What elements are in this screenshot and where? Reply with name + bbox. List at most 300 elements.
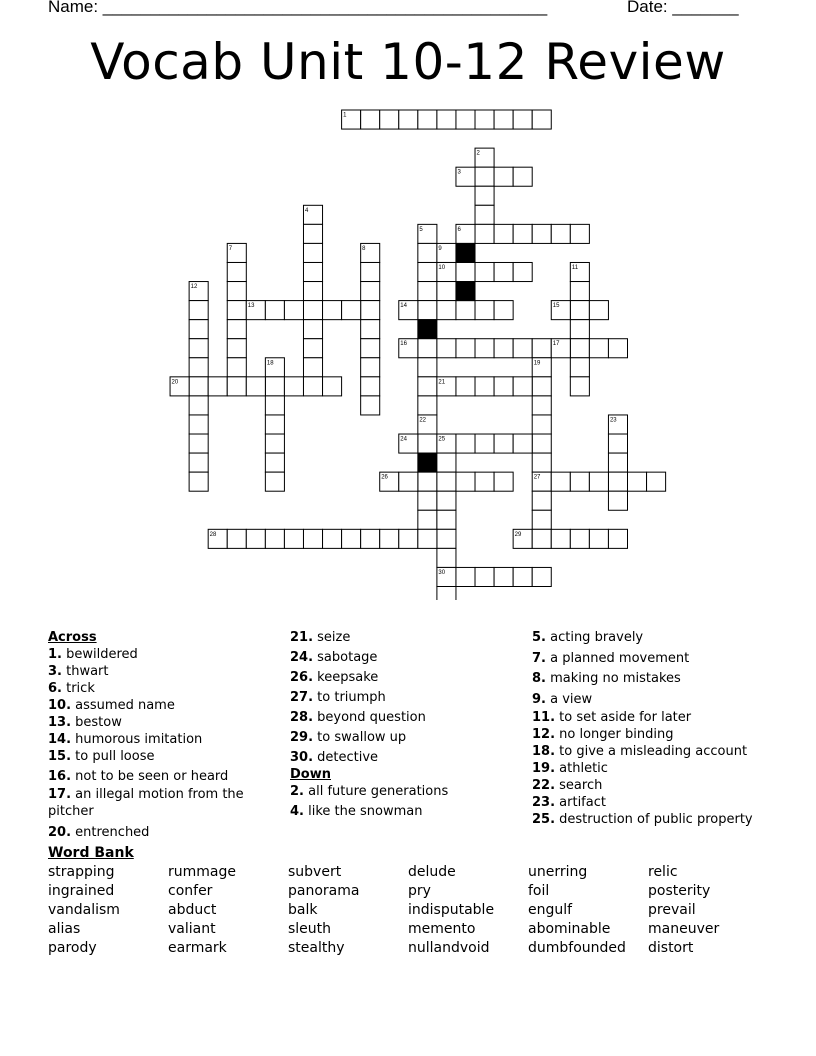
grid-cell[interactable] [189,358,208,377]
clue-text: assumed name [71,698,175,713]
grid-cell[interactable] [361,110,380,129]
clue-number: 9. [532,692,546,707]
grid-cell[interactable] [399,529,418,548]
clue-number-label: 21 [438,379,446,386]
clue-number: 10. [48,698,72,713]
clue-number-label: 27 [533,474,541,481]
clue-number-label: 6 [457,226,461,233]
across-clue-13 [48,714,278,731]
grid-cell[interactable] [361,282,380,301]
grid-cell[interactable] [494,434,513,453]
grid-cell[interactable] [437,339,456,358]
grid-cell[interactable] [475,224,494,243]
grid-cell[interactable] [608,453,627,472]
clue-number: 25. [532,812,556,827]
word-bank-word: foil [528,883,550,899]
grid-cell[interactable] [189,339,208,358]
across-clue-10 [48,697,278,714]
word-bank-word: sleuth [288,921,332,937]
grid-cell[interactable] [418,339,437,358]
grid-cell[interactable] [456,472,475,491]
grid-cell[interactable] [303,339,322,358]
clue-number: 12. [532,727,556,742]
grid-cell[interactable] [551,529,570,548]
clue-number-label: 20 [171,379,179,386]
grid-cell[interactable] [475,339,494,358]
clue-text: destruction of public property [555,812,753,827]
grid-cell[interactable] [494,262,513,281]
grid-cell[interactable] [418,243,437,262]
grid-cell[interactable] [494,472,513,491]
clue-number: 30. [290,750,314,765]
grid-cell[interactable] [494,339,513,358]
grid-cell[interactable] [608,472,627,491]
clue-text: beyond question [313,710,426,725]
grid-cell[interactable] [265,396,284,415]
grid-cell[interactable] [456,262,475,281]
grid-cell[interactable] [532,339,551,358]
clue-text: to pull loose [71,749,155,764]
grid-cell[interactable] [342,529,361,548]
clue-number-label: 10 [438,264,446,271]
grid-cell[interactable] [246,377,265,396]
grid-block-cell [418,453,437,472]
grid-cell[interactable] [284,377,303,396]
across-clue-30 [290,749,520,766]
grid-cell[interactable] [361,396,380,415]
grid-block-cell [456,243,475,262]
down-clue-23 [532,794,792,811]
grid-cell[interactable] [418,358,437,377]
grid-cell[interactable] [418,396,437,415]
down-clue-18 [532,743,792,760]
clue-text: to swallow up [313,730,407,745]
grid-cell[interactable] [475,186,494,205]
grid-cell[interactable] [570,282,589,301]
clue-number-label: 5 [419,226,423,233]
down-clue-4 [290,803,520,820]
grid-cell[interactable] [437,282,456,301]
grid-cell[interactable] [532,434,551,453]
grid-cell[interactable] [513,567,532,586]
grid-cell[interactable] [227,301,246,320]
grid-cell[interactable] [437,510,456,529]
word-bank-word: rummage [168,864,236,880]
word-bank-word: subvert [288,864,342,880]
grid-cell[interactable] [437,529,456,548]
clues-column-3 [532,629,792,828]
grid-cell[interactable] [494,567,513,586]
clues-column-2 [290,629,520,820]
grid-cell[interactable] [608,339,627,358]
clue-text: bewildered [61,647,138,662]
grid-cell[interactable] [437,548,456,567]
clue-number: 8. [532,671,546,686]
grid-cell[interactable] [437,301,456,320]
word-bank-column [408,863,494,958]
clue-text: athletic [555,761,608,776]
grid-cell[interactable] [284,529,303,548]
grid-cell[interactable] [532,110,551,129]
grid-cell[interactable] [494,301,513,320]
grid-cell[interactable] [475,205,494,224]
clue-number: 20. [48,825,72,840]
grid-cell[interactable] [437,453,456,472]
word-bank-word: delude [408,864,456,880]
word-bank-column [288,863,359,958]
name-field-line: Name: _______________________________________________ [48,0,548,16]
grid-cell[interactable] [570,301,589,320]
word-bank-word: prevail [648,902,696,918]
grid-cell[interactable] [265,415,284,434]
clue-text: like the snowman [303,804,423,819]
date-field-line: Date: _______ [627,0,739,16]
word-bank-word: abominable [528,921,611,937]
clue-number: 26. [290,670,314,685]
grid-cell[interactable] [513,110,532,129]
grid-cell[interactable] [532,224,551,243]
clue-number: 2. [290,784,304,799]
grid-cell[interactable] [418,529,437,548]
across-clue-20 [48,824,278,841]
grid-cell[interactable] [513,167,532,186]
grid-cell[interactable] [418,301,437,320]
word-bank-word: posterity [648,883,711,899]
clue-number-label: 7 [228,245,233,252]
clue-text: not to be seen or heard [71,769,229,784]
clue-number: 27. [290,690,314,705]
down-clue-11 [532,709,792,726]
down-clue-9 [532,691,792,708]
word-bank-column [48,863,120,958]
grid-cell[interactable] [227,339,246,358]
grid-block-cell [456,282,475,301]
grid-cell[interactable] [418,110,437,129]
clue-number: 19. [532,761,556,776]
clue-number: 23. [532,795,556,810]
grid-cell[interactable] [265,434,284,453]
clue-number-label: 13 [247,303,255,310]
clue-number: 24. [290,650,314,665]
down-clue-25 [532,811,792,828]
clue-text: to set aside for later [555,710,692,725]
grid-cell[interactable] [570,529,589,548]
grid-cell[interactable] [361,529,380,548]
grid-cell[interactable] [303,282,322,301]
grid-cell[interactable] [456,377,475,396]
across-clue-16 [48,768,278,785]
grid-cell[interactable] [361,262,380,281]
down-clue-8 [532,670,792,687]
down-clue-5 [532,629,792,646]
grid-cell[interactable] [284,301,303,320]
grid-cell[interactable] [189,320,208,339]
clue-text: making no mistakes [545,671,681,686]
grid-cell[interactable] [418,282,437,301]
clue-number: 29. [290,730,314,745]
grid-cell[interactable] [570,358,589,377]
grid-cell[interactable] [303,529,322,548]
across-clue-15 [48,748,278,765]
clue-number-label: 1 [343,112,347,119]
grid-cell[interactable] [303,301,322,320]
grid-cell[interactable] [418,434,437,453]
grid-cell[interactable] [227,529,246,548]
grid-cell[interactable] [437,491,456,510]
clue-number-label: 8 [362,245,366,252]
grid-cell[interactable] [570,377,589,396]
grid-cell[interactable] [265,529,284,548]
clue-text: artifact [555,795,606,810]
grid-cell[interactable] [532,491,551,510]
grid-cell[interactable] [456,110,475,129]
grid-cell[interactable] [227,262,246,281]
clue-number-label: 2 [476,150,480,157]
grid-cell[interactable] [608,529,627,548]
clue-number-label: 23 [609,417,617,424]
grid-cell[interactable] [323,529,342,548]
clue-text: search [555,778,603,793]
grid-cell[interactable] [494,224,513,243]
clue-number-label: 15 [552,303,560,310]
word-bank-word: balk [288,902,318,918]
grid-cell[interactable] [361,301,380,320]
word-bank-column [168,863,236,958]
across-clue-6 [48,680,278,697]
word-bank-word: memento [408,921,476,937]
grid-cell[interactable] [189,415,208,434]
clue-number-label: 4 [304,207,309,214]
word-bank-word: ingrained [48,883,115,899]
grid-cell[interactable] [513,224,532,243]
clue-number-label: 29 [514,531,522,538]
grid-cell[interactable] [189,434,208,453]
grid-cell[interactable] [475,472,494,491]
grid-cell[interactable] [361,377,380,396]
grid-cell[interactable] [456,339,475,358]
grid-cell[interactable] [589,529,608,548]
grid-cell[interactable] [628,472,647,491]
grid-cell[interactable] [399,110,418,129]
grid-cell[interactable] [380,529,399,548]
grid-cell[interactable] [513,262,532,281]
across-clue-28 [290,709,520,726]
clue-number: 28. [290,710,314,725]
across-clue-26 [290,669,520,686]
grid-cell[interactable] [570,224,589,243]
clue-number: 17. [48,787,72,802]
clues-column-1 [48,629,278,841]
across-clue-27 [290,689,520,706]
grid-cell[interactable] [418,491,437,510]
grid-cell[interactable] [361,339,380,358]
clue-text: acting bravely [545,630,644,645]
clue-text: humorous imitation [71,732,203,747]
grid-cell[interactable] [494,110,513,129]
clue-number: 5. [532,630,546,645]
word-bank-word: distort [648,940,694,956]
grid-cell[interactable] [418,262,437,281]
clue-number-label: 26 [381,474,388,481]
grid-cell[interactable] [475,567,494,586]
grid-cell[interactable] [494,377,513,396]
grid-cell[interactable] [303,224,322,243]
clue-text: no longer binding [555,727,674,742]
grid-cell[interactable] [570,339,589,358]
clue-text: bestow [71,715,122,730]
grid-cell[interactable] [647,472,666,491]
grid-cell[interactable] [380,110,399,129]
clue-number: 3. [48,664,62,679]
grid-cell[interactable] [361,358,380,377]
grid-cell[interactable] [532,529,551,548]
grid-cell[interactable] [532,453,551,472]
grid-cell[interactable] [418,377,437,396]
grid-cell[interactable] [513,377,532,396]
grid-cell[interactable] [551,224,570,243]
clue-text: seize [313,630,351,645]
grid-cell[interactable] [475,262,494,281]
grid-cell[interactable] [589,339,608,358]
grid-cell[interactable] [475,167,494,186]
grid-cell[interactable] [189,377,208,396]
grid-cell[interactable] [265,472,284,491]
down-clue-12 [532,726,792,743]
grid-cell[interactable] [265,377,284,396]
down-heading: Down [290,767,331,782]
grid-cell[interactable] [475,434,494,453]
grid-cell[interactable] [303,320,322,339]
word-bank-word: panorama [288,883,360,899]
clue-number-label: 22 [419,417,427,424]
across-clue-17 [48,786,278,820]
grid-cell[interactable] [227,377,246,396]
grid-cell[interactable] [532,567,551,586]
grid-cell[interactable] [589,301,608,320]
clue-text: to give a misleading account [555,744,748,759]
across-heading: Across [48,630,97,645]
word-bank-word: pry [408,883,431,899]
word-bank-word: valiant [168,921,216,937]
grid-cell[interactable] [418,472,437,491]
grid-cell[interactable] [418,510,437,529]
grid-cell[interactable] [303,377,322,396]
grid-cell[interactable] [456,301,475,320]
grid-cell[interactable] [246,529,265,548]
grid-cell[interactable] [437,472,456,491]
grid-cell[interactable] [570,472,589,491]
grid-cell[interactable] [551,472,570,491]
clue-text: a view [545,692,593,707]
grid-cell[interactable] [265,453,284,472]
grid-cell[interactable] [608,434,627,453]
grid-cell[interactable] [227,358,246,377]
word-bank-word: indisputable [408,902,495,918]
grid-cell[interactable] [532,510,551,529]
grid-cell[interactable] [323,301,342,320]
clue-number: 16. [48,769,72,784]
clue-number-label: 30 [438,569,446,576]
word-bank-word: stealthy [288,940,345,956]
grid-cell[interactable] [570,320,589,339]
grid-cell[interactable] [189,453,208,472]
clue-number: 13. [48,715,72,730]
word-bank-word: parody [48,940,97,956]
grid-cell[interactable] [303,358,322,377]
word-bank-column [648,863,719,958]
grid-cell[interactable] [399,472,418,491]
puzzle-title: Vocab Unit 10-12 Review [90,33,726,91]
grid-cell[interactable] [456,434,475,453]
grid-cell[interactable] [189,472,208,491]
grid-cell[interactable] [475,301,494,320]
grid-cell[interactable] [342,301,361,320]
grid-cell[interactable] [265,301,284,320]
grid-cell[interactable] [513,339,532,358]
grid-cell[interactable] [303,262,322,281]
grid-cell[interactable] [513,434,532,453]
grid-cell[interactable] [437,587,456,601]
word-bank-word: unerring [528,864,588,880]
grid-cell[interactable] [361,320,380,339]
clue-number-label: 24 [400,436,407,443]
clue-text: detective [313,750,379,765]
grid-cell[interactable] [208,377,227,396]
down-clue-2 [290,783,520,800]
clue-number-label: 25 [438,436,446,443]
grid-cell[interactable] [494,167,513,186]
clue-text: a planned movement [545,651,690,666]
grid-cell[interactable] [608,491,627,510]
clue-text: an illegal motion from the pitcher [48,787,244,819]
clue-text: all future generations [303,784,449,799]
grid-cell[interactable] [456,567,475,586]
grid-cell[interactable] [532,377,551,396]
clue-text: sabotage [313,650,378,665]
grid-cell[interactable] [189,396,208,415]
down-clue-7 [532,650,792,667]
clue-number-label: 18 [266,360,274,367]
grid-cell[interactable] [323,377,342,396]
grid-cell[interactable] [437,110,456,129]
down-clue-22 [532,777,792,794]
grid-cell[interactable] [532,396,551,415]
clue-number-label: 12 [190,284,198,291]
clue-number: 11. [532,710,556,725]
clue-number: 22. [532,778,556,793]
clue-text: to triumph [313,690,386,705]
clue-text: thwart [61,664,109,679]
grid-cell[interactable] [532,415,551,434]
grid-cell[interactable] [227,320,246,339]
grid-cell[interactable] [475,377,494,396]
grid-cell[interactable] [475,110,494,129]
word-bank-word: nullandvoid [408,940,490,956]
word-bank-word: alias [48,921,81,937]
down-clue-19 [532,760,792,777]
word-bank-word: dumbfounded [528,940,626,956]
word-bank-word: strapping [48,864,115,880]
grid-cell[interactable] [189,301,208,320]
clue-number: 1. [48,647,62,662]
grid-cell[interactable] [589,472,608,491]
word-bank-word: earmark [168,940,227,956]
clue-number: 7. [532,651,546,666]
clue-number: 6. [48,681,62,696]
grid-cell[interactable] [227,282,246,301]
word-bank-word: vandalism [48,902,120,918]
grid-cell[interactable] [303,243,322,262]
